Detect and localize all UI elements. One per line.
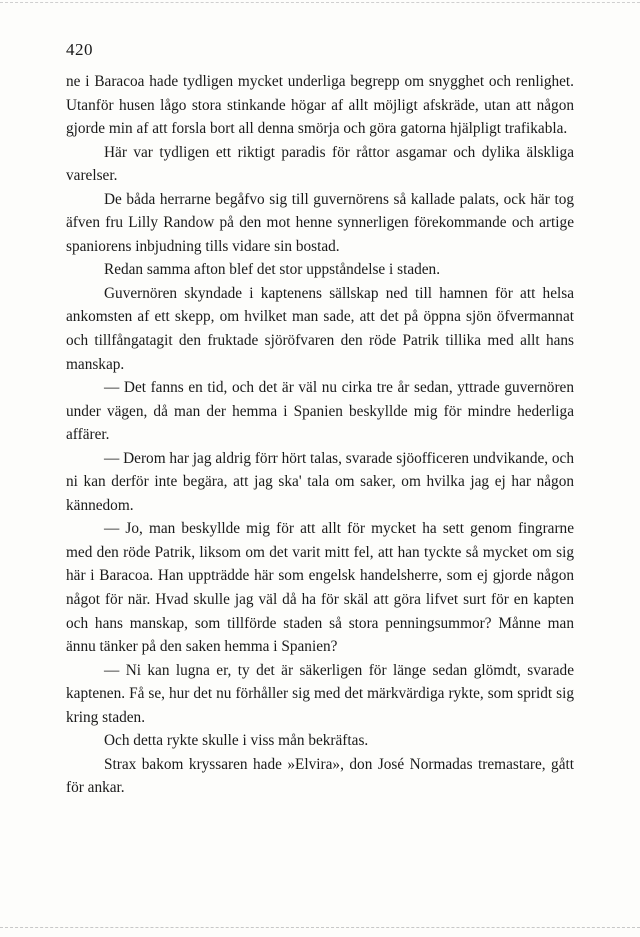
paragraph: — Jo, man beskyllde mig för att allt för mycket ha sett genom fingrarne med den röde Patrik, liksom om det varit mitt fel, att han tyckte så mycket om sig här i Baracoa. Han uppträdde här som engelsk handelsherre, som ej gjorde någon något för när. Hvad skulle jag väl då ha för skäl att göra lifvet surt för en kapten och hans manskap, som tillförde staden så stora penningsummor? Månne man ännu tänker på den saken hemma i Spanien?: [66, 520, 574, 656]
paragraph: De båda herrarne begåfvo sig till guvernörens så kallade palats, ock här tog äfven fru Lilly Randow på den mot henne synnerligen förekommande och artige spaniorens inbjudning tills vidare sin bostad.: [66, 190, 574, 255]
paragraph: — Ni kan lugna er, ty det är säkerligen för länge sedan glömdt, svarade kaptenen. Få se, hur det nu förhåller sig med det märkvärdiga rykte, som spridt sig kring staden.: [66, 661, 574, 726]
body-text: [66, 70, 574, 800]
paragraph: Och detta rykte skulle i viss mån bekräftas.: [104, 732, 369, 750]
page-number: 420: [66, 40, 93, 59]
paragraph: Här var tydligen ett riktigt paradis för råttor asgamar och dylika älskliga varelser.: [66, 143, 574, 185]
top-scan-edge: [0, 2, 640, 3]
paragraph: Guvernören skyndade i kaptenens sällskap ned till hamnen för att helsa ankomsten af ett skepp, om hvilket man sade, att det på öppna sjön öfvermannat och tillfångatagit den fruktade sjöröfvaren den röde Patrik tillika med allt hans manskap.: [66, 284, 574, 373]
paragraph: — Derom har jag aldrig förr hört talas, svarade sjöofficeren undvikande, och ni kan derför inte begära, att jag ska' tala om saker, om hvilka jag ej har någon kännedom.: [66, 449, 574, 514]
paragraph: Strax bakom kryssaren hade »Elvira», don José Normadas tremastare, gått för ankar.: [66, 755, 574, 797]
paragraph: ne i Baracoa hade tydligen mycket underliga begrepp om snygghet och renlighet. Utanför husen lågo stora stinkande högar af allt möjligt afskräde, utan att någon gjorde min af att forsla bort all denna smörja och göra gatorna hjälpligt trafikabla.: [66, 73, 574, 138]
paragraph: — Det fanns en tid, och det är väl nu cirka tre år sedan, yttrade guvernören under vägen, då man der hemma i Spanien beskyllde mig för mindre hederliga affärer.: [66, 379, 574, 444]
paragraph: Redan samma afton blef det stor uppståndelse i staden.: [104, 261, 441, 279]
bottom-scan-edge: [0, 927, 640, 928]
